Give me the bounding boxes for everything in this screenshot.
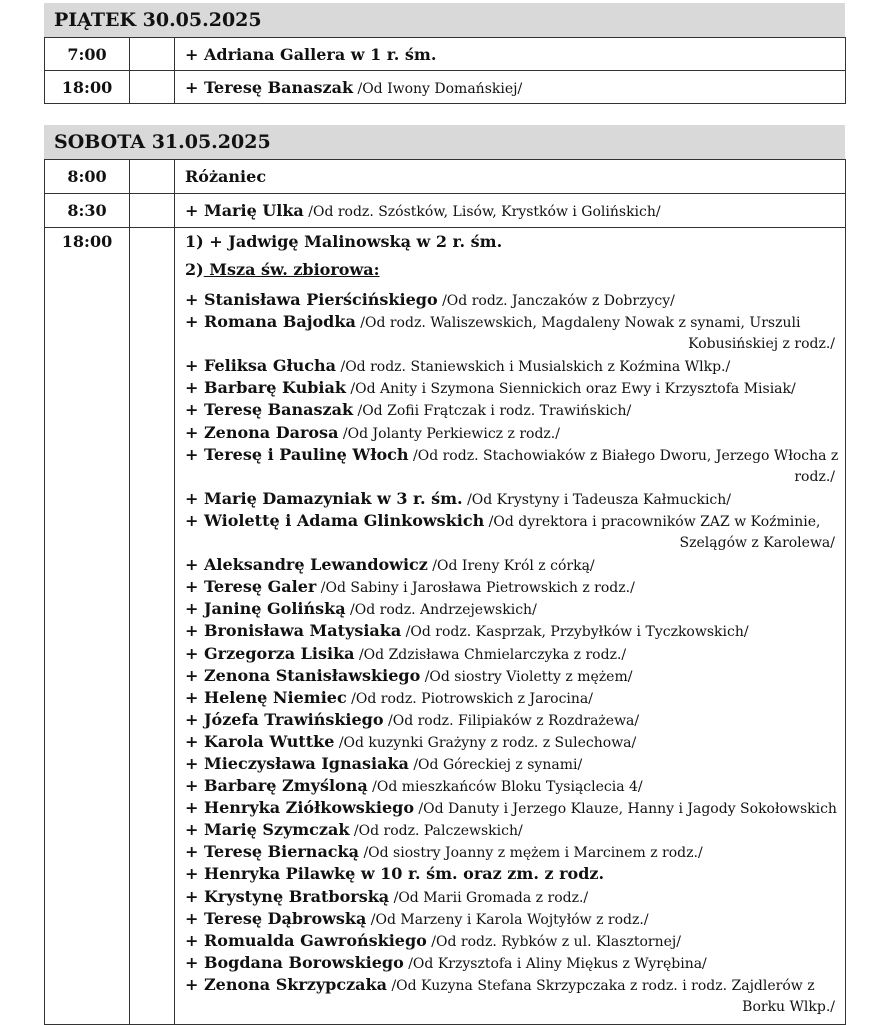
intention-name: + Józefa Trawińskiego (185, 709, 384, 729)
intention-item (185, 488, 845, 510)
intention-detail: /Od Zofii Frątczak i rodz. Trawińskich/ (353, 403, 632, 420)
day-header-friday-text: PIĄTEK 30.05.2025 (54, 9, 262, 31)
intention-line (185, 554, 845, 576)
intention-line (185, 775, 845, 797)
intention-detail: /Od rodz. Kasprzak, Przybyłków i Tyczkowskich/ (401, 624, 749, 641)
intention-line (185, 488, 845, 510)
intention-detail: /Od Marii Gromada z rodz./ (389, 889, 589, 906)
intention-name: + Romana Bajodka (185, 312, 356, 332)
intention-name: + Stanisława Pierścińskiego (185, 290, 438, 309)
time-text: 8:00 (67, 167, 107, 186)
intention-item (185, 422, 845, 444)
intention-detail: /Od Sabiny i Jarosława Pietrowskich z rodz./ (316, 580, 635, 597)
intention-item (185, 753, 845, 775)
blank-cell (130, 160, 175, 194)
intention-name: + Teresę i Paulinę Włoch (185, 444, 409, 464)
intention-detail: /Od Danuty i Jerzego Klauze, Hanny i Jagody Sokołowskich (413, 801, 837, 818)
intention-line (185, 819, 845, 841)
intention-line (185, 797, 845, 819)
intention-line (185, 598, 845, 620)
intention-item (185, 554, 845, 576)
intention-detail-continuation: Kobusińskiej z rodz./ (688, 336, 835, 353)
table-row (45, 71, 846, 104)
intention-line (185, 952, 845, 974)
intention-name: + Helenę Niemiec (185, 687, 347, 707)
intention-item (185, 687, 845, 709)
intention-detail: /Od Ireny Król z córką/ (427, 558, 595, 575)
intention-cell (175, 38, 846, 71)
intention-item (185, 510, 845, 554)
day-header-saturday-text: SOBOTA 31.05.2025 (54, 131, 271, 153)
schedule-table-saturday (44, 159, 846, 1025)
intention-name: + Zenona Darosa (185, 422, 339, 442)
intention-name: + Marię Szymczak (185, 820, 350, 840)
intention-item (185, 886, 845, 908)
intention-line (185, 687, 845, 709)
intention-name: + Mieczysława Ignasiaka (185, 753, 409, 773)
time-cell (45, 38, 130, 71)
intention-detail: /Od rodz. Staniewskich i Musialskich z Koźmina Wlkp./ (336, 359, 731, 376)
intention-item (185, 598, 845, 620)
intention-name: + Barbarę Zmyśloną (185, 776, 368, 796)
intention-detail-continuation: Borku Wlkp./ (742, 999, 835, 1015)
time-text: 18:00 (61, 77, 113, 97)
time-cell (45, 160, 130, 194)
intention-item (185, 841, 845, 863)
intention-detail: /Od Zdzisława Chmielarczyka z rodz./ (354, 646, 627, 663)
intention-detail: /Od rodz. Rybków z ul. Klasztornej/ (426, 933, 681, 950)
intention-line (185, 930, 845, 952)
intention-item (185, 355, 845, 377)
intention-line (185, 422, 845, 444)
time-text: 8:30 (67, 201, 107, 220)
mass-item-1: 1) + Jadwigę Malinowską w 2 r. śm. (185, 232, 503, 251)
intention-item (185, 952, 845, 974)
intention-line (185, 863, 845, 885)
intention-name: + Teresę Banaszak (185, 77, 354, 97)
intention-detail: /Od Jolanty Perkiewicz z rodz./ (338, 425, 560, 442)
intention-name: + Wiolettę i Adama Glinkowskich (185, 510, 485, 530)
schedule-table-friday (44, 37, 846, 104)
mass-item-2-label: Msza św. zbiorowa: (203, 260, 380, 279)
intention-name: + Teresę Dąbrowską (185, 908, 367, 928)
time-cell (45, 228, 130, 1025)
intention-detail: /Od rodz. Szóstków, Lisów, Krystków i Golińskich/ (303, 204, 661, 220)
intention-detail: /Od rodz. Andrzejewskich/ (345, 602, 537, 619)
intention-name: + Henryka Pilawkę w 10 r. śm. oraz zm. z rodz. (185, 864, 605, 884)
intention-name: + Aleksandrę Lewandowicz (185, 555, 428, 575)
intention-line (185, 289, 845, 311)
intention-detail: /Od rodz. Palczewskich/ (349, 823, 523, 840)
intention-item (185, 908, 845, 930)
intention-item (185, 399, 845, 421)
time-text: 7:00 (67, 44, 107, 64)
intention-detail: /Od rodz. Waliszewskich, Magdaleny Nowak z synami, Urszuli (355, 315, 801, 332)
intention-detail: /Od Iwony Domańskiej/ (353, 80, 523, 97)
blank-cell (130, 228, 175, 1025)
intention-name: + Zenona Stanisławskiego (185, 665, 421, 685)
intention-item (185, 930, 845, 952)
intention-detail: /Od Kuzyna Stefana Skrzypczaka z rodz. i rodz. Zajdlerów z (387, 977, 815, 994)
intention-detail: /Od rodz. Piotrowskich z Jarocina/ (346, 690, 593, 707)
time-cell (45, 194, 130, 228)
intention-line (185, 576, 845, 598)
intention-line (185, 377, 845, 399)
intention-line (185, 620, 845, 642)
intention-line (185, 643, 845, 665)
intention-line (185, 753, 845, 775)
intention-detail: /Od siostry Joanny z mężem i Marcinem z rodz./ (359, 845, 703, 862)
intention-item (185, 797, 845, 819)
intention-cell (175, 228, 846, 1025)
table-row (45, 38, 846, 71)
intention-detail: /Od Marzeny i Karola Wojtyłów z rodz./ (366, 911, 649, 928)
table-row (45, 228, 846, 1025)
intention-name: + Henryka Ziółkowskiego (185, 798, 414, 818)
intention-item (185, 620, 845, 642)
intention-name: + Marię Ulka (185, 201, 304, 220)
intention-line (185, 510, 845, 532)
intention-item (185, 377, 845, 399)
blank-cell (130, 194, 175, 228)
intention-item (185, 775, 845, 797)
blank-cell (130, 71, 175, 104)
intention-line (185, 311, 845, 333)
intention-line (185, 399, 845, 421)
intention-name: + Marię Damazyniak w 3 r. śm. (185, 488, 463, 508)
intention-name: + Bronisława Matysiaka (185, 621, 402, 641)
intention-line (185, 709, 845, 731)
blank-cell (130, 38, 175, 71)
intention-line (185, 444, 845, 466)
intention-detail: /Od rodz. Stachowiaków z Białego Dworu, Jerzego Włocha z (408, 447, 839, 464)
intention-detail: /Od kuzynki Grażyny z rodz. z Sulechowa/ (334, 734, 637, 751)
intention-name: + Romualda Gawrońskiego (185, 930, 427, 950)
intention-name: + Adriana Gallera w 1 r. śm. (185, 44, 437, 64)
intention-detail-continuation: Szelągów z Karolewa/ (679, 535, 835, 552)
intention-detail: /Od mieszkańców Bloku Tysiąclecia 4/ (367, 779, 643, 796)
intention-detail: /Od siostry Violetty z mężem/ (420, 668, 633, 685)
intention-name: + Feliksa Głucha (185, 356, 337, 376)
intention-item (185, 974, 845, 1018)
intention-line (185, 974, 845, 996)
intention-item (185, 665, 845, 687)
intention-name: + Zenona Skrzypczaka (185, 974, 387, 994)
table-row (45, 160, 846, 194)
intention-item (185, 311, 845, 355)
intention-cell (175, 194, 846, 228)
intention-item (185, 643, 845, 665)
intention-detail: /Od Krystyny i Tadeusza Kałmuckich/ (462, 491, 731, 508)
intention-item (185, 444, 845, 488)
intention-detail: /Od Krzysztofa i Aliny Miękus z Wyrębina/ (403, 955, 707, 972)
mass-item-2-number: 2) (185, 260, 204, 279)
day-header-saturday (44, 125, 845, 159)
time-text: 18:00 (61, 232, 113, 251)
intention-detail: /Od dyrektora i pracowników ZAZ w Koźminie, (484, 513, 821, 530)
intention-name: + Teresę Biernacką (185, 842, 359, 862)
intention-line (185, 886, 845, 908)
intention-name: + Janinę Golińską (185, 599, 346, 619)
intention-item (185, 819, 845, 841)
intention-list (185, 285, 845, 1018)
intention-item (185, 289, 845, 311)
intention-line (185, 841, 845, 863)
intention-name: + Grzegorza Lisika (185, 643, 355, 663)
intention-cell (175, 160, 846, 194)
intention-name: + Teresę Banaszak (185, 400, 354, 420)
intention-detail: /Od rodz. Janczaków z Dobrzycy/ (437, 293, 675, 309)
intention-name: Różaniec (185, 167, 267, 186)
intention-name: + Krystynę Bratborską (185, 886, 390, 906)
day-header-friday (44, 3, 845, 37)
intention-detail: /Od rodz. Filipiaków z Rozdrażewa/ (383, 712, 640, 729)
intention-item (185, 731, 845, 753)
intention-line (185, 665, 845, 687)
intention-detail: /Od Anity i Szymona Siennickich oraz Ewy i Krzysztofa Misiak/ (345, 381, 796, 398)
intention-item (185, 576, 845, 598)
intention-detail: /Od Góreckiej z synami/ (408, 756, 583, 773)
mass-item-2 (185, 258, 845, 285)
intention-name: + Bogdana Borowskiego (185, 952, 404, 972)
intention-cell (175, 71, 846, 104)
intention-line (185, 355, 845, 377)
intention-name: + Karola Wuttke (185, 731, 335, 751)
intention-name: + Barbarę Kubiak (185, 378, 346, 398)
intention-item (185, 709, 845, 731)
intention-line (185, 908, 845, 930)
intention-name: + Teresę Galer (185, 577, 317, 597)
table-row (45, 194, 846, 228)
intention-line (185, 731, 845, 753)
intention-item (185, 863, 845, 885)
intention-detail-continuation: rodz./ (794, 468, 835, 485)
time-cell (45, 71, 130, 104)
